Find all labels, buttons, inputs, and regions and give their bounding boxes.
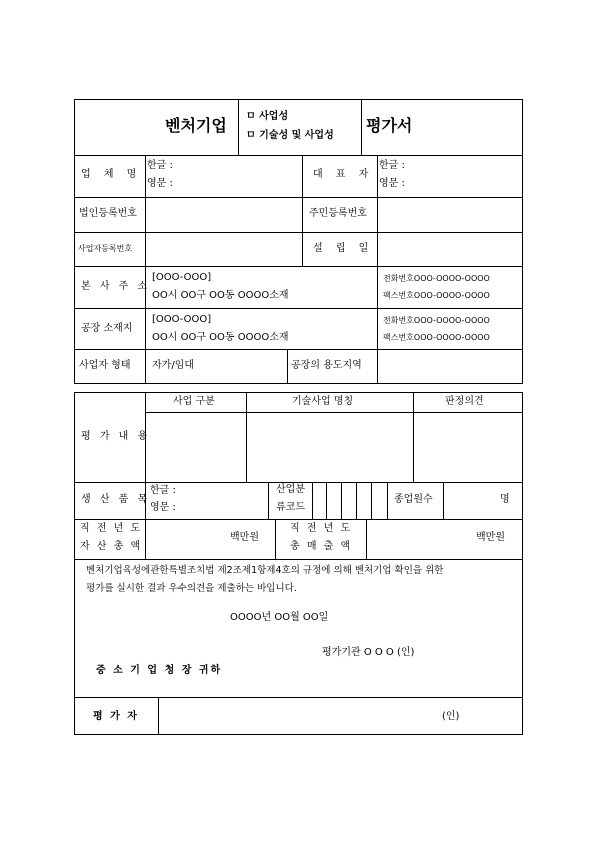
- title-option-tech-business: ㅁ 기술성 및 사업성: [246, 130, 334, 141]
- assets-unit: 백만원: [230, 532, 259, 543]
- evaluation-table: [74, 392, 523, 735]
- divider: [287, 349, 288, 384]
- representative-english: 영문 :: [379, 178, 405, 189]
- col-opinion: 판정의견: [445, 396, 484, 407]
- biz-form-value: 자가/임대: [152, 360, 195, 371]
- statement-date: OOOO년 OO월 OO일: [230, 612, 329, 623]
- product-label: 생 산 품 목: [81, 494, 151, 505]
- industry-code-label-2: 류코드: [276, 502, 305, 513]
- representative-label: 대 표 자: [313, 169, 374, 180]
- representative-korean: 한글 :: [379, 160, 405, 171]
- factory-address: OO시 OO구 OO동 OOOO소재: [152, 332, 289, 343]
- statement-line-1: 벤처기업육성에관한특별조치법 제2조제1항제4호의 규정에 의해 벤처기업 확인을 위한: [86, 565, 444, 576]
- divider: [377, 155, 378, 267]
- corp-reg-label: 법인등록번호: [79, 208, 137, 219]
- divider: [326, 482, 327, 519]
- divider: [371, 482, 372, 519]
- divider: [366, 519, 367, 559]
- divider: [238, 99, 239, 155]
- factory-address-label: 공장 소재지: [81, 323, 133, 334]
- company-name-label: 업 체 명: [81, 169, 142, 180]
- title-main: 벤처기업: [165, 116, 227, 135]
- factory-zone-label: 공장의 용도지역: [291, 360, 362, 371]
- divider: [443, 482, 444, 519]
- col-tech-name: 기술사업 명칭: [292, 396, 354, 407]
- divider: [377, 266, 378, 384]
- company-name-english: 영문 :: [147, 178, 173, 189]
- title-suffix: 평가서: [366, 116, 413, 135]
- divider: [341, 482, 342, 519]
- hq-address: OO시 OO구 OO동 OOOO소재: [152, 290, 289, 301]
- factory-fax: 팩스번호OOO-OOOO-OOOO: [383, 333, 490, 342]
- biz-reg-label: 사업자등록번호: [78, 244, 133, 253]
- resident-reg-label: 주민등록번호: [309, 208, 367, 219]
- employees-label: 종업원수: [394, 494, 433, 505]
- evaluation-content-label: 평 가 내 용: [81, 431, 151, 442]
- factory-tel: 전화번호OOO-OOOO-OOOO: [383, 316, 490, 325]
- sales-label-1: 직 전 년 도: [290, 523, 353, 534]
- statement-line-2: 평가를 실시한 결과 우수의견을 제출하는 바입니다.: [86, 583, 297, 594]
- divider: [74, 482, 523, 483]
- divider: [74, 232, 523, 233]
- assets-label-1: 직 전 년 도: [80, 523, 143, 534]
- hq-zip: [OOO-OOO]: [152, 272, 212, 283]
- divider: [413, 392, 414, 482]
- evaluator-label: 평 가 자: [93, 711, 139, 722]
- divider: [145, 392, 146, 559]
- hq-address-label: 본 사 주 소: [81, 281, 151, 292]
- product-english: 영문 :: [150, 502, 176, 513]
- founded-label: 설 립 일: [313, 243, 374, 254]
- divider: [312, 482, 313, 519]
- divider: [74, 155, 523, 156]
- product-korean: 한글 :: [150, 485, 176, 496]
- divider: [74, 697, 523, 698]
- divider: [246, 392, 247, 482]
- title-option-business: ㅁ 사업성: [246, 111, 289, 122]
- evaluation-agency: 평가기관 O O O (인): [322, 647, 415, 658]
- divider: [74, 308, 523, 309]
- col-biz-type: 사업 구분: [173, 396, 215, 407]
- sales-unit: 백만원: [476, 532, 505, 543]
- divider: [74, 559, 523, 560]
- company-name-korean: 한글 :: [147, 160, 173, 171]
- biz-form-label: 사업자 형태: [79, 360, 131, 371]
- hq-tel: 전화번호OOO-OOOO-OOOO: [383, 274, 490, 283]
- evaluator-seal: (인): [442, 711, 460, 722]
- divider: [361, 99, 362, 155]
- divider: [145, 412, 523, 413]
- industry-code-label-1: 산업분: [276, 484, 305, 495]
- divider: [74, 266, 523, 267]
- divider: [356, 482, 357, 519]
- divider: [145, 155, 146, 384]
- hq-fax: 팩스번호OOO-OOOO-OOOO: [383, 291, 490, 300]
- divider: [302, 155, 303, 267]
- divider: [268, 482, 269, 519]
- addressee: 중 소 기 업 청 장 귀하: [96, 665, 223, 676]
- factory-zip: [OOO-OOO]: [152, 314, 212, 325]
- divider: [74, 519, 523, 520]
- divider: [74, 197, 523, 198]
- divider: [275, 519, 276, 559]
- employees-unit: 명: [500, 494, 510, 505]
- divider: [158, 697, 159, 735]
- assets-label-2: 자 산 총 액: [80, 541, 143, 552]
- divider: [74, 349, 523, 350]
- sales-label-2: 총 매 출 액: [290, 541, 353, 552]
- divider: [387, 482, 388, 519]
